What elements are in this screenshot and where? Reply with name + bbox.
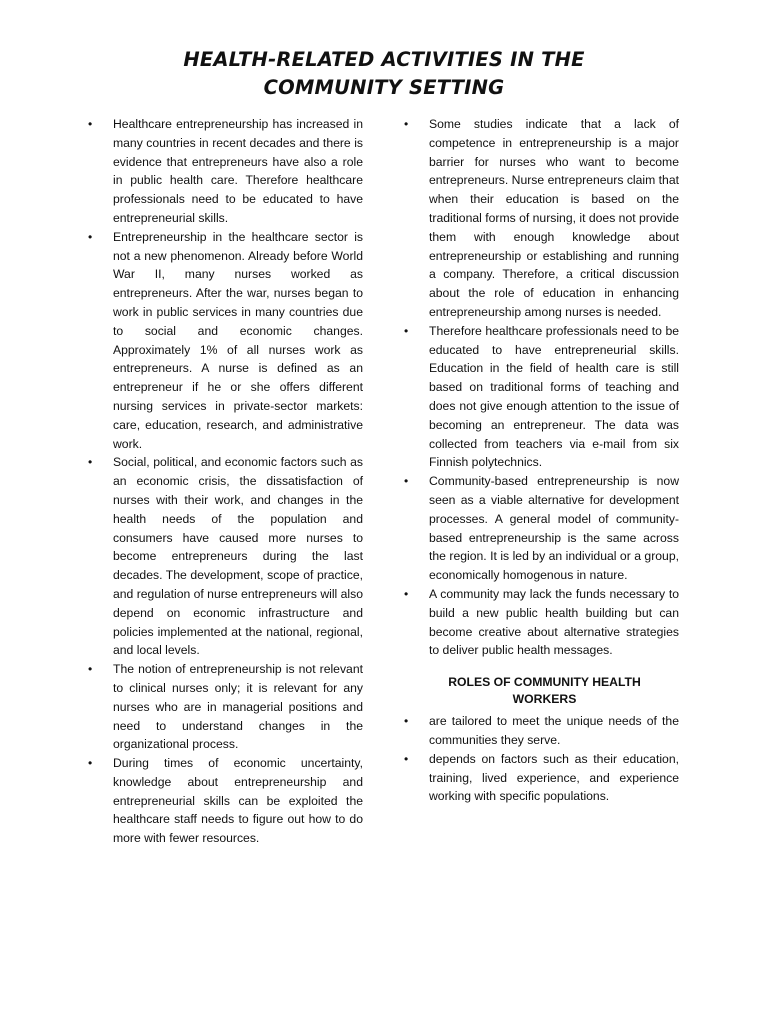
left-column: [88, 115, 363, 848]
roles-bullet-list: [404, 712, 679, 806]
bullet-icon: •: [404, 714, 409, 729]
title-line-2: COMMUNITY SETTING: [263, 76, 505, 99]
page-title: [100, 46, 668, 102]
list-item: [88, 660, 363, 754]
bullet-icon: •: [404, 751, 409, 766]
bullet-icon: •: [404, 323, 409, 338]
bullet-icon: •: [88, 662, 93, 677]
left-bullet-list: [88, 115, 363, 848]
roles-heading-line-2: WORKERS: [512, 692, 577, 707]
list-item: [88, 115, 363, 228]
list-item-text: Some studies indicate that a lack of competence in entrepreneurship is a major barrier for nurses who want to become entrepreneurs. Nurse entrepreneurs claim that when their education is based on the traditional forms of nursing, it does not provide them with enough knowledge about entrepreneurship or establishing and running a company. Therefore, a critical discussion about the role of education in enhancing entrepreneurship among nurses is needed.: [429, 117, 679, 319]
list-item-text: Social, political, and economic factors such as an economic crisis, the dissatisfaction of nurses with their work, and changes in the health needs of the population and consumers have caused more nurses to become entrepreneurs during the last decades. The development, scope of practice, and regulation of nurse entrepreneurs will also depend on economic infrastructure and policies implemented at the national, regional, and local levels.: [113, 455, 363, 658]
roles-heading: [404, 674, 679, 708]
bullet-icon: •: [88, 229, 93, 244]
list-item: [88, 228, 363, 454]
list-item-text: are tailored to meet the unique needs of the communities they serve.: [429, 714, 679, 747]
roles-heading-line-1: ROLES OF COMMUNITY HEALTH: [448, 675, 641, 690]
list-item-text: depends on factors such as their education, training, lived experience, and experience working with specific populations.: [429, 751, 679, 804]
list-item-text: Community-based entrepreneurship is now seen as a viable alternative for development processes. A general model of community-based entrepreneurship is the same across the region. It is led by an individual or a group, economically homogenous in nature.: [429, 474, 679, 583]
bullet-icon: •: [404, 474, 409, 489]
list-item: [404, 472, 679, 585]
title-line-1: HEALTH-RELATED ACTIVITIES IN THE: [183, 48, 585, 71]
list-item: [404, 322, 679, 472]
list-item-text: A community may lack the funds necessary to build a new public health building but can become creative about alternative strategies to deliver public health messages.: [429, 586, 679, 658]
bullet-icon: •: [404, 586, 409, 601]
list-item: [88, 453, 363, 660]
list-item: [404, 750, 679, 806]
bullet-icon: •: [88, 455, 93, 470]
list-item-text: Entrepreneurship in the healthcare sector is not a new phenomenon. Already before World War II, many nurses worked as entrepreneurs. After the war, nurses began to work in public services in many countries due to social and economic changes. Approximately 1% of all nurses work as entrepreneurs. A nurse is defined as an entrepreneur if he or she offers different nursing services in private-sector markets: care, education, research, and administrative work.: [113, 229, 363, 451]
bullet-icon: •: [88, 117, 93, 131]
list-item-text: The notion of entrepreneurship is not relevant to clinical nurses only; it is relevant for any nurses who are in managerial positions and need to understand changes in the organizational process.: [113, 662, 363, 752]
list-item: [404, 585, 679, 660]
list-item-text: During times of economic uncertainty, knowledge about entrepreneurship and entrepreneurial skills can be exploited the healthcare staff needs to figure out how to do more with fewer resources.: [113, 756, 363, 846]
bullet-icon: •: [404, 117, 409, 131]
right-bullet-list: [404, 115, 679, 660]
list-item-text: Therefore healthcare professionals need to be educated to have entrepreneurial skills. Education in the field of health care is still based on traditional forms of teaching and does not give enough attention to the issue of becoming an entrepreneur. The data was collected from teachers via e-mail from six Finnish polytechnics.: [429, 323, 679, 470]
list-item: [404, 115, 679, 322]
list-item: [88, 754, 363, 848]
list-item: [404, 712, 679, 750]
list-item-text: Healthcare entrepreneurship has increased in many countries in recent decades and there is evidence that entrepreneurs have also a role in public health care. Therefore healthcare professionals need to be educated to have entrepreneurial skills.: [113, 117, 363, 225]
bullet-icon: •: [88, 756, 93, 771]
right-column: [404, 115, 679, 806]
